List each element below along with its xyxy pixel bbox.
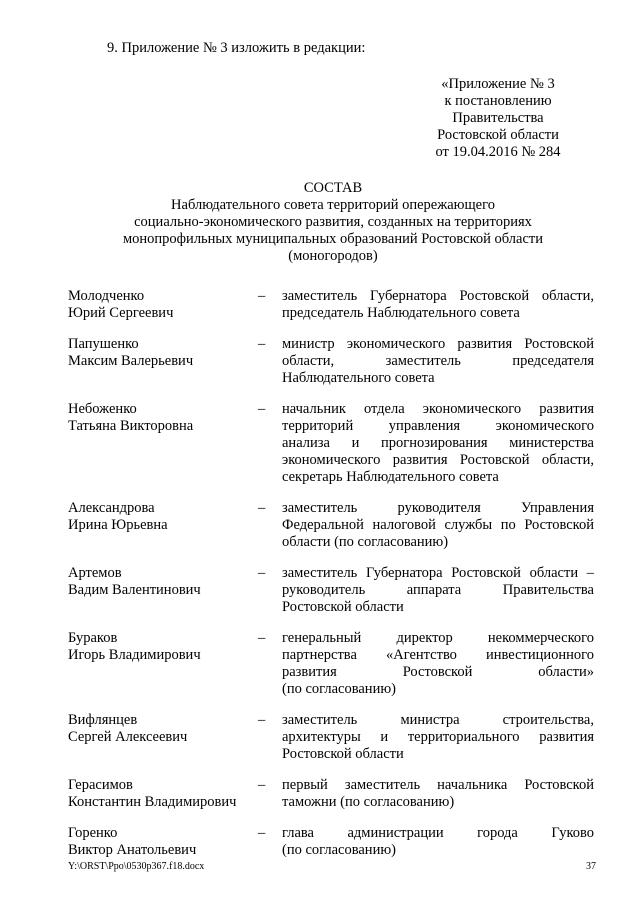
member-name (68, 336, 258, 387)
member-dash: – (258, 565, 266, 581)
member-role (282, 401, 594, 486)
member-dash: – (258, 336, 266, 352)
member-role-line: таможни (по согласованию) (282, 794, 455, 810)
member-role-line: Ростовской области (282, 599, 404, 615)
member-name (68, 401, 258, 486)
member-row (68, 777, 594, 811)
member-dash: – (258, 712, 266, 728)
member-role-line: области, заместитель председателя (282, 353, 594, 369)
member-row (68, 630, 594, 698)
member-role-line: архитектуры и территориального развития (282, 729, 594, 745)
member-name (68, 825, 258, 859)
member-dash: – (258, 630, 266, 646)
file-path: Y:\ORST\Ppo\0530p367.f18.docx (68, 861, 205, 872)
member-role-line: начальник отдела экономического развития (282, 401, 594, 417)
member-given-names: Вадим Валентинович (68, 582, 201, 598)
member-role-line: Наблюдательного совета (282, 370, 435, 386)
member-dash: – (258, 825, 266, 841)
member-name (68, 288, 258, 322)
heading-title: СОСТАВ (303, 180, 363, 196)
member-name (68, 777, 258, 811)
member-row (68, 825, 594, 859)
member-dash: – (258, 288, 266, 304)
amendment-intro: 9. Приложение № 3 изложить в редакции: (107, 40, 366, 56)
member-surname: Горенко (68, 825, 118, 841)
member-surname: Папушенко (68, 336, 139, 352)
member-role-line: анализа и прогнозирования министерства (282, 435, 594, 451)
member-dash: – (258, 777, 266, 793)
member-list (68, 288, 594, 873)
heading-line: монопрофильных муниципальных образований Ростовской области (122, 231, 544, 247)
member-surname: Александрова (68, 500, 155, 516)
member-given-names: Юрий Сергеевич (68, 305, 174, 321)
member-role (282, 777, 594, 811)
member-surname: Бураков (68, 630, 118, 646)
member-role-line: области (по согласованию) (282, 534, 449, 550)
member-role-line: развития Ростовской области» (282, 664, 594, 680)
member-role-line: (по согласованию) (282, 681, 396, 697)
member-role-line: министр экономического развития Ростовской (282, 336, 594, 352)
member-role-line: генеральный директор некоммерческого (282, 630, 594, 646)
member-role-line: заместитель Губернатора Ростовской области – (282, 565, 594, 581)
member-name (68, 565, 258, 616)
heading-line: (моногородов) (288, 248, 378, 264)
page-number: 37 (586, 861, 596, 872)
member-role-line: руководитель аппарата Правительства (282, 582, 594, 598)
member-given-names: Татьяна Викторовна (68, 418, 194, 434)
member-surname: Герасимов (68, 777, 133, 793)
member-surname: Небоженко (68, 401, 137, 417)
member-given-names: Сергей Алексеевич (68, 729, 188, 745)
member-given-names: Максим Валерьевич (68, 353, 194, 369)
member-row (68, 565, 594, 616)
member-row (68, 712, 594, 763)
member-role (282, 500, 594, 551)
member-role-line: экономического развития Ростовской области, (282, 452, 594, 468)
appendix-line: к постановлению (444, 93, 552, 109)
member-given-names: Игорь Владимирович (68, 647, 201, 663)
member-role (282, 712, 594, 763)
member-role-line: территорий управления экономического (282, 418, 594, 434)
member-row (68, 288, 594, 322)
member-surname: Вифлянцев (68, 712, 138, 728)
member-role-line: глава администрации города Гуково (282, 825, 594, 841)
member-row (68, 500, 594, 551)
appendix-line: Ростовской области (437, 127, 559, 143)
member-role (282, 825, 594, 859)
member-given-names: Ирина Юрьевна (68, 517, 168, 533)
member-role-line: заместитель руководителя Управления (282, 500, 594, 516)
document-heading (60, 180, 606, 265)
member-role-line: председатель Наблюдательного совета (282, 305, 520, 321)
member-role (282, 565, 594, 616)
appendix-line: «Приложение № 3 (441, 76, 555, 92)
member-surname: Молодченко (68, 288, 145, 304)
member-role-line: секретарь Наблюдательного совета (282, 469, 499, 485)
member-role (282, 630, 594, 698)
member-role-line: заместитель министра строительства, (282, 712, 594, 728)
member-name (68, 500, 258, 551)
member-dash: – (258, 401, 266, 417)
member-role-line: заместитель Губернатора Ростовской области, (282, 288, 594, 304)
member-role-line: (по согласованию) (282, 842, 396, 858)
heading-line: социально-экономического развития, созданных на территориях (134, 214, 532, 230)
appendix-line: Правительства (452, 110, 544, 126)
member-dash: – (258, 500, 266, 516)
member-role (282, 336, 594, 387)
member-role-line: первый заместитель начальника Ростовской (282, 777, 594, 793)
member-name (68, 712, 258, 763)
member-row (68, 401, 594, 486)
member-given-names: Виктор Анатольевич (68, 842, 197, 858)
member-row (68, 336, 594, 387)
appendix-line: от 19.04.2016 № 284 (435, 144, 561, 160)
member-name (68, 630, 258, 698)
member-role (282, 288, 594, 322)
member-surname: Артемов (68, 565, 122, 581)
member-role-line: партнерства «Агентство инвестиционного (282, 647, 594, 663)
heading-line: Наблюдательного совета территорий опережающего (171, 197, 495, 213)
member-role-line: Ростовской области (282, 746, 404, 762)
appendix-reference (408, 76, 588, 161)
member-given-names: Константин Владимирович (68, 794, 237, 810)
member-role-line: Федеральной налоговой службы по Ростовской (282, 517, 594, 533)
